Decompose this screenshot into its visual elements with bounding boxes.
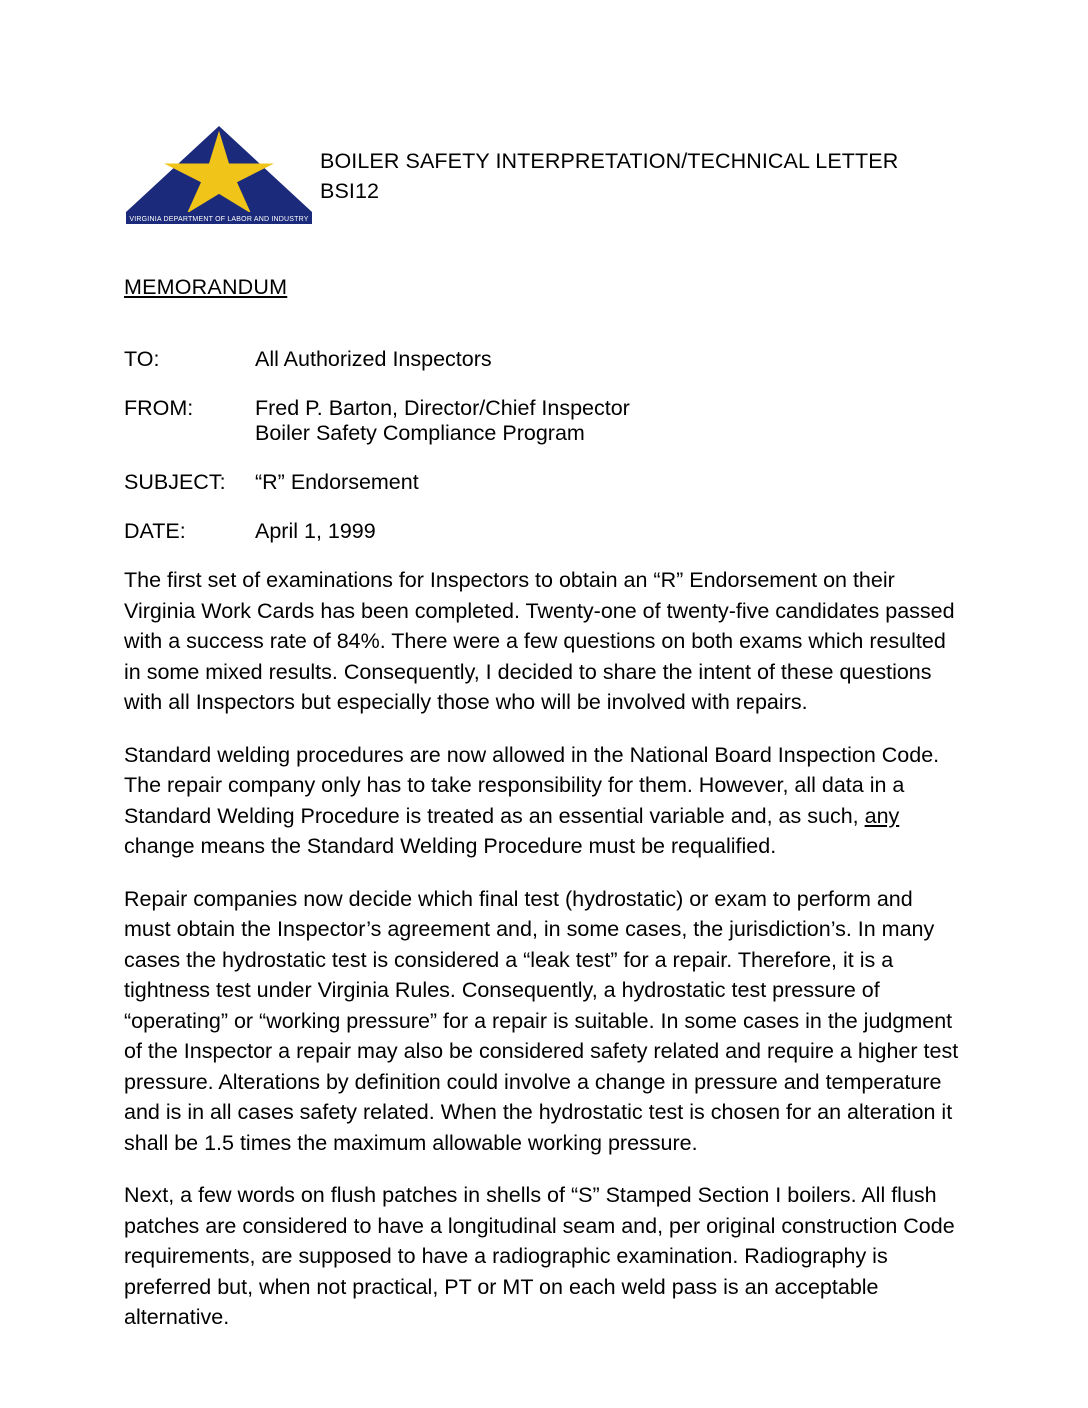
memo-field-to-line-1: All Authorized Inspectors — [255, 347, 492, 371]
memo-field-to — [124, 347, 954, 372]
body-paragraph-1: The first set of examinations for Inspectors to obtain an “R” Endorsement on their Virginia Work Cards has been completed. Twenty-one of twenty-five candidates passed with a success rate of 84%. There were a few questions on both exams which resulted in some mixed results. Consequently, I decided to share the intent of these questions with all Inspectors but especially those who will be involved with repairs. — [124, 568, 955, 714]
memo-field-subject — [124, 470, 954, 495]
memo-field-from-line-1: Fred P. Barton, Director/Chief Inspector — [255, 396, 630, 420]
memo-field-from — [124, 396, 954, 446]
memo-field-from-label: FROM: — [124, 396, 194, 420]
body-paragraph-2-part2: change means the Standard Welding Procedure must be requalified. — [124, 834, 777, 858]
memo-body — [124, 565, 964, 1355]
memo-field-to-label: TO: — [124, 347, 160, 371]
svg-text:VIRGINIA DEPARTMENT OF LABOR A: VIRGINIA DEPARTMENT OF LABOR AND INDUSTRY — [129, 216, 309, 223]
body-paragraph-2-part1: Standard welding procedures are now allowed in the National Board Inspection Code. The repair company only has to take responsibility for them. However, all data in a Standard Welding Procedure is treated as an essential variable and, as such, — [124, 742, 940, 828]
memo-field-date-line-1: April 1, 1999 — [255, 519, 376, 543]
memo-field-date — [124, 519, 954, 544]
body-paragraph-2-emphasis: any — [864, 803, 900, 828]
document-title-line1: BOILER SAFETY INTERPRETATION/TECHNICAL LETTER — [320, 149, 899, 173]
body-paragraph-2 — [124, 740, 964, 862]
memo-field-date-label: DATE: — [124, 519, 186, 543]
memo-field-subject-label: SUBJECT: — [124, 470, 226, 494]
virginia-dli-logo — [124, 120, 314, 230]
body-paragraph-4: Next, a few words on flush patches in shells of “S” Stamped Section I boilers. All flush patches are considered to have a longitudinal seam and, per original construction Code requirements, are supposed to have a radiographic examination. Radiography is preferred but, when not practical, PT or MT on each weld pass is an acceptable alternative. — [124, 1183, 955, 1329]
memo-field-from-value — [255, 396, 630, 446]
document-title-line2: BSI12 — [320, 179, 380, 203]
body-paragraph-3: Repair companies now decide which final test (hydrostatic) or exam to perform and must obtain the Inspector’s agreement and, in some cases, the jurisdiction’s. In many cases the hydrostatic test is considered a “leak test” for a repair. Therefore, it is a tightness test under Virginia Rules. Consequently, a hydrostatic test pressure of “operating” or “working pressure” for a repair is suitable. In some cases in the judgment of the Inspector a repair may also be considered safety related and require a higher test pressure. Alterations by definition could involve a change in pressure and temperature and is in all cases safety related. When the hydrostatic test is chosen for an alteration it shall be 1.5 times the maximum allowable working pressure. — [124, 886, 959, 1155]
memo-field-subject-value — [255, 470, 419, 495]
document-title — [320, 120, 898, 206]
memorandum-label: MEMORANDUM — [124, 275, 288, 299]
memo-field-date-value — [255, 519, 376, 544]
document-header — [124, 120, 964, 230]
memo-field-from-line-2: Boiler Safety Compliance Program — [255, 421, 585, 445]
memo-field-to-value — [255, 347, 492, 372]
memo-fields — [124, 347, 954, 568]
memo-field-subject-line-1: “R” Endorsement — [255, 470, 419, 494]
